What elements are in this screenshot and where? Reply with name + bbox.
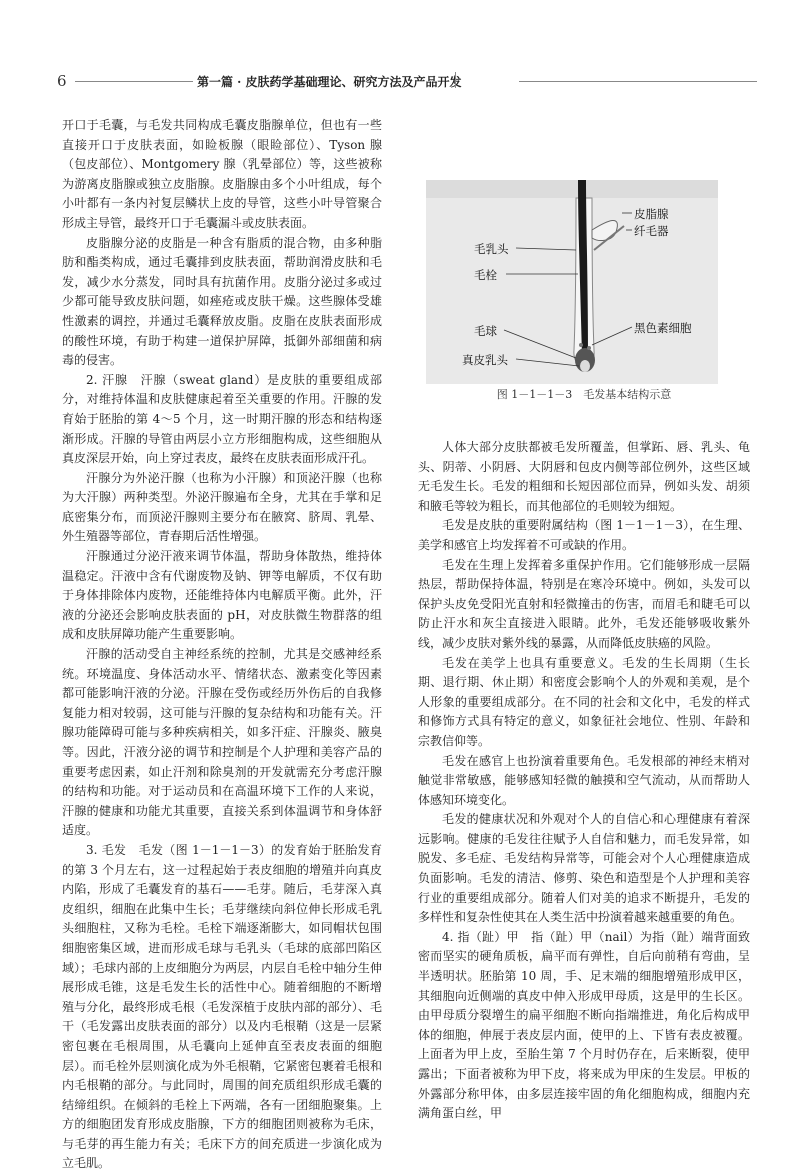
label-hair-bulb: 毛球: [474, 324, 497, 338]
paragraph: 人体大部分皮肤都被毛发所覆盖，但掌跖、唇、乳头、龟头、阴蒂、小阴唇、大阴唇和包皮内侧等部位例外，这些区域无毛发生长。毛发的粗细和长短因部位而异，例如头发、胡须和腋毛等较为粗长，而其他部位的毛则较为细短。: [418, 440, 750, 513]
paragraph: 开口于毛囊，与毛发共同构成毛囊皮脂腺单位，但也有一些直接开口于皮肤表面，如睑板腺（眼睑部位）、Tyson 腺（包皮部位）、Montgomery 腺（乳晕部位）等，这些被称为游离皮脂腺或独立皮脂腺。皮脂腺由多个小叶组成，每个小叶都有一条内衬复层鳞状上皮的导管，这些小叶导管聚合形成主导管，最终开口于毛囊漏斗或皮肤表面。: [62, 118, 382, 230]
paragraph: 2. 汗腺 汗腺（sweat gland）是皮肤的重要组成部分，对维持体温和皮肤健康起着至关重要的作用。汗腺的发育始于胚胎的第 4～5 个月，这一时期汗腺的形态和结构逐渐形成。汗腺的导管由两层小立方形细胞构成，这些细胞从真皮深层开始，向上穿过表皮，最终在皮肤表面形成汗孔。: [62, 372, 382, 466]
paragraph: 毛发是皮肤的重要附属结构（图 1－1－1－3），在生理、美学和感官上均发挥着不可或缺的作用。: [418, 518, 750, 552]
epidermis-layer: [426, 180, 718, 198]
header-rule-right: [519, 81, 757, 82]
paragraph: 汗腺通过分泌汗液来调节体温，帮助身体散热，维持体温稳定。汗液中含有代谢废物及钠、钾等电解质，不仅有助于身体排除体内废物，还能维持体内电解质平衡。此外，汗液的分泌还会影响皮肤表面的 pH，对皮肤微生物群落的组成和皮肤屏障功能产生重要影响。: [62, 549, 382, 642]
paragraph: 汗腺分为外泌汗腺（也称为小汗腺）和顶泌汗腺（也称为大汗腺）两种类型。外泌汗腺遍布全身，尤其在手掌和足底密集分布，而顶泌汗腺则主要分布在腋窝、脐周、乳晕、外生殖器等部位，青春期后活性增强。: [62, 470, 382, 544]
paragraph: 毛发在生理上发挥着多重保护作用。它们能够形成一层隔热层，帮助保持体温，特别是在寒冷环境中。例如，头发可以保护头皮免受阳光直射和轻微撞击的伤害，而眉毛和睫毛可以防止汗水和灰尘直接进入眼睛。此外，毛发还能够吸收紫外线，减少皮肤对紫外线的暴露，从而降低皮肤癌的风险。: [418, 557, 750, 650]
label-melanocyte: 黑色素细胞: [634, 321, 692, 335]
page-number: 6: [57, 72, 67, 90]
label-hair-papilla: 毛乳头: [474, 242, 509, 256]
left-column: [62, 116, 382, 1174]
paragraph: 4. 指（趾）甲 指（趾）甲（nail）为指（趾）端背面致密而坚实的硬角质板，扁平而有弹性，自后向前稍有弯曲，呈半透明状。胚胎第 10 周，手、足末端的细胞增殖形成甲区，其细胞向近侧端的真皮中伸入形成甲母质，这是甲的生长区。由甲母质分裂增生的扁平细胞不断向指端推进，角化后构成甲体的细胞，伸展于表皮层内面，使甲的上、下皆有表皮被覆。上面者为甲上皮，至胎生第 7 个月时仍存在，后来断裂，使甲露出；下面者被称为甲下皮，将来成为甲床的生发层。甲板的外露部分称甲体，由多层连接牢固的角化细胞构成，细胞内充满角蛋白丝，甲: [418, 929, 750, 1121]
dermal-papilla-shape: [580, 360, 590, 372]
paragraph: 毛发的健康状况和外观对个人的自信心和心理健康有着深远影响。健康的毛发往往赋予人自信和魅力，而毛发异常，如脱发、多毛症、毛发结构异常等，可能会对个人心理健康造成负面影响。毛发的清洁、修剪、染色和造型是个人护理和美容行业的重要组成部分。随着人们对美的追求不断提升，毛发的多样性和复杂性使其在人类生活中扮演着越来越重要的角色。: [418, 812, 750, 925]
header-rule-left: [75, 81, 193, 82]
paragraph: 皮脂腺分泌的皮脂是一种含有脂质的混合物，由多种脂肪和酯类构成，通过毛囊排到皮肤表面，帮助润滑皮肤和毛发，减少水分蒸发，同时具有抗菌作用。皮脂分泌过多或过少都可能导致皮肤问题，如痤疮或皮肤干燥。这些腺体受雄性激素的调控，并通过毛囊释放皮脂。皮脂在皮肤表面形成的酸性环境，有助于构建一道保护屏障，抵御外部细菌和病毒的侵害。: [62, 235, 382, 368]
figure-caption: 图 1－1－1－3 毛发基本结构示意: [496, 388, 672, 401]
right-column: [418, 438, 750, 1124]
label-sebaceous-gland: 皮脂腺: [634, 207, 669, 221]
paragraph: 毛发在感官上也扮演着重要角色。毛发根部的神经末梢对触觉非常敏感，能够感知轻微的触摸和空气流动，从而帮助人体感知环境变化。: [418, 753, 750, 807]
running-title: 第一篇 · 皮肤药学基础理论、研究方法及产品开发: [197, 75, 462, 89]
hair-structure-figure: [426, 180, 718, 384]
melanocyte-dot: [587, 346, 591, 350]
paragraph: 汗腺的活动受自主神经系统的控制，尤其是交感神经系统。环境温度、身体活动水平、情绪状态、激素变化等因素都可能影响汗液的分泌。汗腺在受伤或经历外伤后的自我修复能力相对较弱，这可能与汗腺的复杂结构和功能有关。汗腺功能障碍可能与多种疾病相关，如多汗症、汗腺炎、腋臭等。因此，汗液分泌的调节和控制是个人护理和美容产品的重要考虑因素，如止汗剂和除臭剂的开发就需充分考虑汗腺的结构和功能。对于运动员和在高温环境下工作的人来说，汗腺的健康和功能尤其重要，直接关系到体温调节和身体舒适度。: [62, 647, 382, 838]
paragraph: 毛发在美学上也具有重要意义。毛发的生长周期（生长期、退行期、休止期）和密度会影响个人的外观和美观，是个人形象的重要组成部分。在不同的社会和文化中，毛发的样式和修饰方式具有特定的意义，如象征社会地位、性别、年龄和宗教信仰等。: [418, 655, 750, 748]
label-dermal-papilla: 真皮乳头: [462, 353, 508, 367]
header-divider: [455, 72, 456, 88]
label-arrector-pili: 纤毛器: [634, 224, 669, 238]
page-header: [57, 70, 757, 96]
melanocyte-dot: [579, 343, 583, 347]
label-hair-peg: 毛栓: [474, 268, 497, 282]
paragraph: 3. 毛发 毛发（图 1－1－1－3）的发育始于胚胎发育的第 3 个月左右，这一过程起始于表皮细胞的增殖并向真皮内陷，形成了毛囊发育的基石——毛芽。随后，毛芽深入真皮组织，细胞在此集中生长；毛芽继续向斜位伸长形成毛乳头细胞柱，又称为毛栓。毛栓下端逐渐膨大，如同帽状包围细胞密集区域，进而形成毛球与毛乳头（毛球的底部凹陷区域）；毛球内部的上皮细胞分为两层，内层自毛栓中轴分生伸展形成毛锥，这是毛发生长的活性中心。随着细胞的不断增殖与分化，最终形成毛根（毛发深植于皮肤内部的部分）、毛干（毛发露出皮肤表面的部分）以及内毛根鞘（这是一层紧密包裹在毛根周围，从毛囊向上延伸直至表皮表面的细胞层）。而毛栓外层则演化成为外毛根鞘，它紧密包裹着毛根和内毛根鞘的部分。与此同时，周围的间充质组织形成毛囊的结缔组织。在倾斜的毛栓上下两端，各有一团细胞聚集。上方的细胞团发育形成皮脂腺，下方的细胞团则被称为毛床，与毛芽的再生能力有关；毛床下方的间充质进一步演化成为立毛肌。: [62, 842, 382, 1171]
